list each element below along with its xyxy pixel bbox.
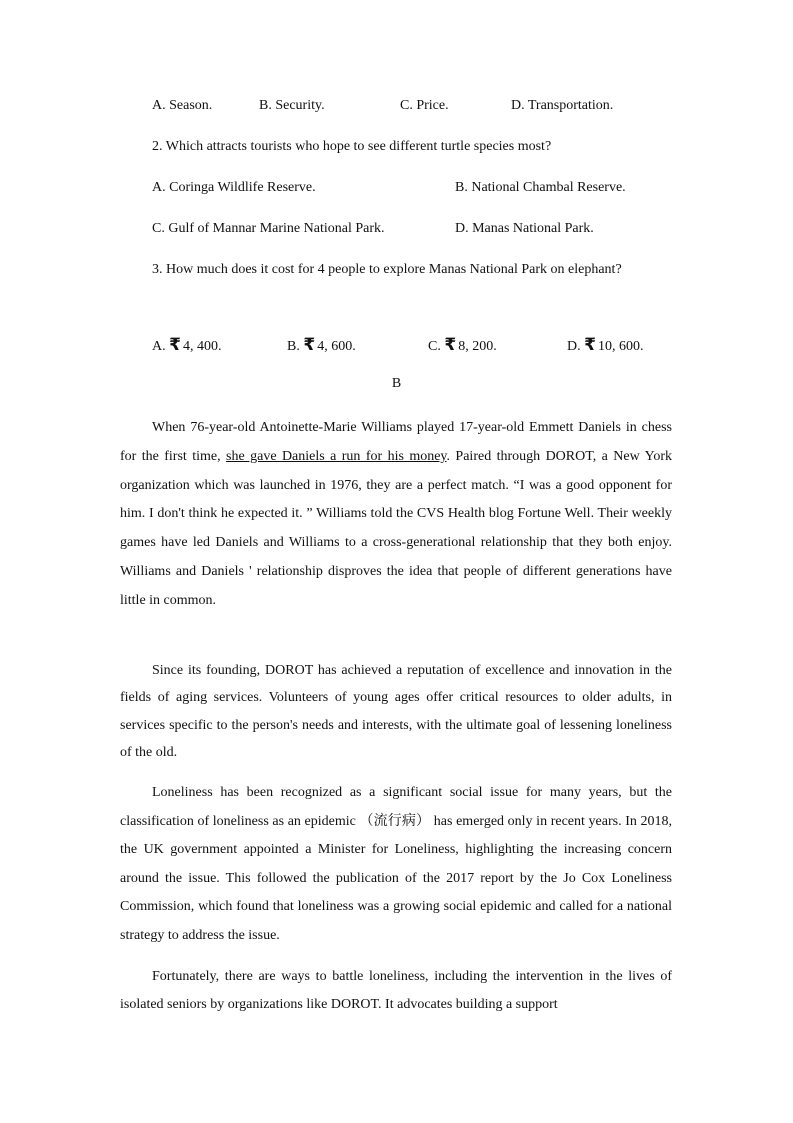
q2-option-a: A. Coringa Wildlife Reserve. xyxy=(152,180,316,195)
q2-option-c: C. Gulf of Mannar Marine National Park. xyxy=(152,221,385,236)
q3-question-text: 3. How much does it cost for 4 people to explore Manas National Park on elephant? xyxy=(152,262,622,277)
passage-paragraph-3: Loneliness has been recognized as a significant social issue for many years, but the classification of loneliness as an epidemic （流行病） has emerged only in recent years. In 2018, the UK government appointed a Minister for Loneliness, highlighting the increasing concern around the issue. This followed the publication of the 2017 report by the Jo Cox Loneliness Commission, which found that loneliness was a growing social epidemic and called for a national strategy to address the issue. xyxy=(120,785,672,943)
q1-option-b: B. Security. xyxy=(259,98,325,113)
rupee-icon: ₹ xyxy=(444,335,457,355)
q3-question xyxy=(120,256,672,283)
passage-paragraph-4: Fortunately, there are ways to battle loneliness, including the intervention in the lives of isolated seniors by organizations like DOROT. It advocates building a support xyxy=(120,969,672,1012)
q1-option-d: D. Transportation. xyxy=(511,98,614,113)
q3-option-b: B. ₹ 4, 600. xyxy=(287,335,356,355)
q1-option-a: A. Season. xyxy=(152,98,213,113)
passage-paragraph-2: Since its founding, DOROT has achieved a reputation of excellence and innovation in the fields of aging services. Volunteers of young ages offer critical resources to older adults, in services specific to the person's needs and interests, with the ultimate goal of lessening loneliness of the old. xyxy=(120,663,672,760)
q2-option-d: D. Manas National Park. xyxy=(455,221,594,236)
rupee-icon: ₹ xyxy=(303,335,316,355)
q3-option-a: A. ₹ 4, 400. xyxy=(152,335,222,355)
rupee-icon: ₹ xyxy=(169,335,181,355)
rupee-icon: ₹ xyxy=(584,335,596,355)
q2-question: 2. Which attracts tourists who hope to see different turtle species most? xyxy=(152,139,552,154)
section-heading: B xyxy=(391,376,402,391)
passage-paragraph-1: When 76-year-old Antoinette-Marie Williams played 17-year-old Emmett Daniels in chess for the first time, she gave Daniels a run for his money. Paired through DOROT, a New York organization which was launched in 1976, they are a perfect match. “I was a good opponent for him. I don't think he expected it. ” Williams told the CVS Health blog Fortune Well. Their weekly games have led Daniels and Williams to a cross-generational relationship that they both enjoy. Williams and Daniels ' relationship disproves the idea that people of different generations have little in common. xyxy=(120,420,672,608)
q1-option-c: C. Price. xyxy=(400,98,449,113)
q2-option-b: B. National Chambal Reserve. xyxy=(455,180,626,195)
q3-option-c: C. ₹ 8, 200. xyxy=(428,335,497,355)
underlined-phrase: she gave Daniels a run for his money xyxy=(226,448,447,464)
q3-option-d: D. ₹ 10, 600. xyxy=(567,335,644,355)
